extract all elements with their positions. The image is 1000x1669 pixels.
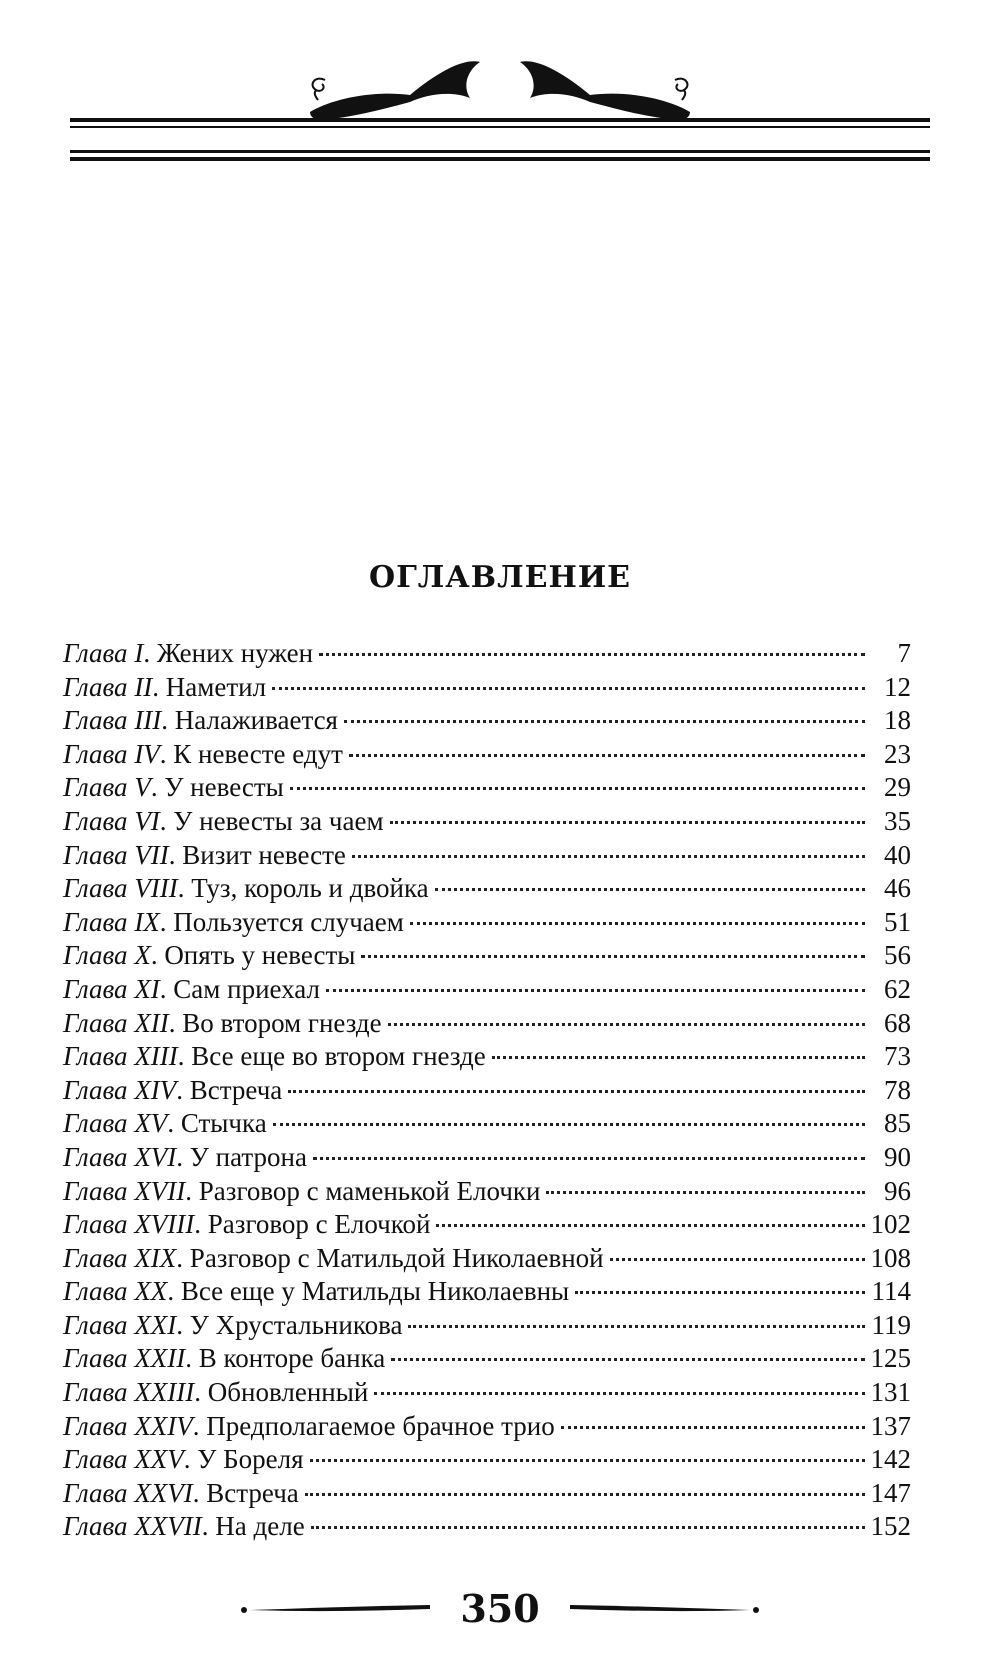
chapter-word: Глава xyxy=(63,1511,128,1542)
chapter-title: Жених нужен xyxy=(156,638,314,668)
chapter-page-number: 131 xyxy=(870,1377,911,1408)
chapter-word: Глава xyxy=(63,805,128,836)
chapter-word: Глава xyxy=(63,638,128,668)
chapter-numeral: XXIII xyxy=(134,1377,195,1408)
dot-leader xyxy=(272,687,865,690)
toc-entry: Глава XXI . У Хрустальникова 119 xyxy=(63,1309,911,1343)
chapter-page-number: 46 xyxy=(884,873,911,904)
toc-entry: Глава VII . Визит невесте 40 xyxy=(63,839,911,873)
chapter-numeral: XXVII xyxy=(134,1511,202,1542)
chapter-numeral: I xyxy=(134,638,144,668)
toc-entry: Глава V . У невесты 29 xyxy=(63,771,911,805)
dot-leader xyxy=(610,1258,865,1261)
toc-entry: Глава XVIII . Разговор с Елочкой 102 xyxy=(63,1208,911,1242)
dot-leader xyxy=(408,1325,865,1328)
chapter-word: Глава xyxy=(63,1242,128,1273)
chapter-numeral: IV xyxy=(134,738,160,769)
toc-entry: Глава XVI . У патрона 90 xyxy=(63,1141,911,1175)
dot-leader xyxy=(288,1090,865,1093)
dot-leader xyxy=(561,1426,865,1429)
left-flourish xyxy=(310,61,480,120)
chapter-numeral: IX xyxy=(134,906,160,937)
chapter-title: Встреча xyxy=(206,1477,299,1508)
chapter-page-number: 85 xyxy=(884,1108,911,1139)
dot-leader xyxy=(349,754,865,757)
chapter-numeral: X xyxy=(134,940,151,971)
chapter-word: Глава xyxy=(63,906,128,937)
chapter-title: У Бореля xyxy=(197,1444,304,1475)
chapter-word: Глава xyxy=(63,873,128,904)
chapter-page-number: 12 xyxy=(884,671,911,702)
chapter-numeral: XXV xyxy=(134,1444,184,1475)
toc-entry: Глава VIII . Туз, король и двойка 46 xyxy=(63,872,911,906)
toc-entry: Глава XXIV . Предполагаемое брачное трио 137 xyxy=(63,1410,911,1444)
chapter-title: Разговор с Елочкой xyxy=(207,1209,431,1240)
toc-entry: Глава XXVII . На деле 152 xyxy=(63,1510,911,1544)
chapter-page-number: 119 xyxy=(871,1309,911,1340)
chapter-numeral: XVIII xyxy=(134,1209,195,1240)
chapter-numeral: XXII xyxy=(134,1343,186,1374)
chapter-word: Глава xyxy=(63,940,128,971)
toc-entry: Глава X . Опять у невесты 56 xyxy=(63,939,911,973)
dot-leader xyxy=(319,653,865,656)
right-flourish xyxy=(520,61,690,120)
chapter-word: Глава xyxy=(63,1410,128,1441)
chapter-page-number: 152 xyxy=(870,1511,911,1542)
header-ornament xyxy=(70,40,930,180)
chapter-word: Глава xyxy=(63,1343,128,1374)
chapter-page-number: 18 xyxy=(884,705,911,736)
chapter-title: У патрона xyxy=(189,1141,307,1172)
dot-leader xyxy=(290,787,865,790)
toc-entry: Глава XX . Все еще у Матильды Николаевны 114 xyxy=(63,1275,911,1309)
chapter-page-number: 29 xyxy=(884,772,911,803)
chapter-word: Глава xyxy=(63,1007,128,1038)
chapter-word: Глава xyxy=(63,738,128,769)
toc-entry: Глава XIV . Встреча 78 xyxy=(63,1074,911,1108)
chapter-title: Разговор с маменькой Елочки xyxy=(198,1175,541,1206)
chapter-page-number: 108 xyxy=(870,1242,911,1273)
chapter-title: Налаживается xyxy=(174,705,338,736)
chapter-page-number: 96 xyxy=(884,1175,911,1206)
chapter-page-number: 56 xyxy=(884,940,911,971)
chapter-word: Глава xyxy=(63,671,128,702)
toc-entry: Глава XV . Стычка 85 xyxy=(63,1107,911,1141)
chapter-numeral: VIII xyxy=(134,873,178,904)
chapter-page-number: 78 xyxy=(884,1074,911,1105)
chapter-numeral: XI xyxy=(134,973,160,1004)
dot-leader xyxy=(310,1459,865,1462)
chapter-title: Визит невесте xyxy=(182,839,346,870)
chapter-title: Предполагаемое брачное трио xyxy=(206,1410,555,1441)
chapter-word: Глава xyxy=(63,772,128,803)
toc-entry: Глава XII . Во втором гнезде 68 xyxy=(63,1007,911,1041)
dot-leader xyxy=(575,1291,865,1294)
chapter-title: Все еще во втором гнезде xyxy=(191,1041,486,1072)
toc-entry: Глава II . Наметил 12 xyxy=(63,671,911,705)
dot-leader xyxy=(305,1493,865,1496)
dot-leader xyxy=(391,1358,864,1361)
toc-entry: Глава XIX . Разговор с Матильдой Николаевной 108 xyxy=(63,1242,911,1276)
chapter-word: Глава xyxy=(63,1108,128,1139)
chapter-word: Глава xyxy=(63,1175,128,1206)
chapter-numeral: XII xyxy=(134,1007,169,1038)
chapter-title: Во втором гнезде xyxy=(182,1007,382,1038)
chapter-numeral: II xyxy=(134,671,153,702)
chapter-page-number: 23 xyxy=(884,738,911,769)
chapter-title: Сам приехал xyxy=(173,973,320,1004)
chapter-word: Глава xyxy=(63,705,128,736)
chapter-title: У невесты xyxy=(164,772,284,803)
dot-leader xyxy=(546,1191,865,1194)
chapter-word: Глава xyxy=(63,1276,128,1307)
chapter-numeral: XXIV xyxy=(134,1410,193,1441)
chapter-word: Глава xyxy=(63,1444,128,1475)
chapter-word: Глава xyxy=(63,839,128,870)
toc-entry: Глава XI . Сам приехал 62 xyxy=(63,973,911,1007)
chapter-word: Глава xyxy=(63,1041,128,1072)
chapter-title: К невесте едут xyxy=(173,738,343,769)
dot-leader xyxy=(374,1392,864,1395)
chapter-title: В конторе банка xyxy=(198,1343,386,1374)
toc-entry: Глава IV . К невесте едут 23 xyxy=(63,738,911,772)
chapter-title: Разговор с Матильдой Николаевной xyxy=(189,1242,604,1273)
chapter-page-number: 62 xyxy=(884,973,911,1004)
chapter-numeral: XXI xyxy=(134,1309,177,1340)
chapter-page-number: 73 xyxy=(884,1041,911,1072)
chapter-page-number: 51 xyxy=(884,906,911,937)
dot-leader xyxy=(436,1224,864,1227)
chapter-title: У невесты за чаем xyxy=(173,805,384,836)
toc-entry: Глава XXVI . Встреча 147 xyxy=(63,1477,911,1511)
chapter-word: Глава xyxy=(63,973,128,1004)
chapter-numeral: XXVI xyxy=(134,1477,193,1508)
dot-leader xyxy=(435,888,865,891)
toc-title: ОГЛАВЛЕНИЕ xyxy=(368,560,632,595)
chapter-page-number: 68 xyxy=(884,1007,911,1038)
chapter-title: Пользуется случаем xyxy=(173,906,404,937)
chapter-word: Глава xyxy=(63,1074,128,1105)
chapter-page-number: 137 xyxy=(870,1410,911,1441)
header-rule-bottom xyxy=(70,157,930,161)
chapter-title: На деле xyxy=(215,1511,305,1542)
dot-leader xyxy=(344,720,865,723)
dot-leader xyxy=(410,922,865,925)
toc-entry: Глава XVII . Разговор с маменькой Елочки 96 xyxy=(63,1175,911,1209)
chapter-numeral: V xyxy=(134,772,151,803)
chapter-title: Наметил xyxy=(165,671,267,702)
dot-leader xyxy=(352,855,865,858)
chapter-word: Глава xyxy=(63,1141,128,1172)
chapter-title: У Хрустальникова xyxy=(189,1309,403,1340)
chapter-title: Обновленный xyxy=(207,1377,369,1408)
chapter-page-number: 90 xyxy=(884,1141,911,1172)
chapter-numeral: XVI xyxy=(134,1141,177,1172)
chapter-page-number: 114 xyxy=(871,1276,911,1307)
dot-leader xyxy=(361,955,865,958)
chapter-title: Стычка xyxy=(180,1108,267,1139)
chapter-page-number: 40 xyxy=(884,839,911,870)
chapter-title: Туз, король и двойка xyxy=(191,873,429,904)
chapter-title: Опять у невесты xyxy=(164,940,356,971)
chapter-page-number: 142 xyxy=(870,1444,911,1475)
chapter-page-number: 102 xyxy=(870,1209,911,1240)
toc-entry: Глава IX . Пользуется случаем 51 xyxy=(63,906,911,940)
chapter-title: Все еще у Матильды Николаевны xyxy=(180,1276,570,1307)
dot-leader xyxy=(311,1526,865,1529)
chapter-numeral: XVII xyxy=(134,1175,186,1206)
chapter-page-number: 125 xyxy=(870,1343,911,1374)
toc-entry: Глава XXII . В конторе банка 125 xyxy=(63,1342,911,1376)
dot-leader xyxy=(492,1056,865,1059)
chapter-title: Встреча xyxy=(189,1074,283,1105)
dot-leader xyxy=(326,989,865,992)
dot-leader xyxy=(390,821,865,824)
toc-entry: Глава XXV . У Бореля 142 xyxy=(63,1443,911,1477)
chapter-numeral: XX xyxy=(134,1276,168,1307)
chapter-numeral: XIII xyxy=(134,1041,178,1072)
toc-entry: Глава III . Налаживается 18 xyxy=(63,704,911,738)
chapter-word: Глава xyxy=(63,1209,128,1240)
chapter-page-number: 7 xyxy=(897,638,911,668)
toc-entry: Глава VI . У невесты за чаем 35 xyxy=(63,805,911,839)
dot-leader xyxy=(273,1123,865,1126)
dot-leader xyxy=(388,1023,865,1026)
dot-leader xyxy=(313,1157,865,1160)
header-rule-top xyxy=(70,118,930,122)
table-of-contents xyxy=(63,637,911,1544)
chapter-numeral: XIV xyxy=(134,1074,177,1105)
toc-entry: Глава XIII . Все еще во втором гнезде 73 xyxy=(63,1040,911,1074)
chapter-word: Глава xyxy=(63,1309,128,1340)
chapter-numeral: VI xyxy=(134,805,160,836)
chapter-numeral: VII xyxy=(134,839,169,870)
chapter-page-number: 147 xyxy=(870,1477,911,1508)
chapter-numeral: III xyxy=(134,705,162,736)
chapter-word: Глава xyxy=(63,1377,128,1408)
chapter-numeral: XIX xyxy=(134,1242,177,1273)
chapter-word: Глава xyxy=(63,1477,128,1508)
page-number: 350 xyxy=(460,1586,540,1631)
toc-entry: Глава XXIII . Обновленный 131 xyxy=(63,1376,911,1410)
chapter-numeral: XV xyxy=(134,1108,168,1139)
toc-entry: Глава I . Жених нужен 7 xyxy=(63,637,911,671)
chapter-page-number: 35 xyxy=(884,805,911,836)
